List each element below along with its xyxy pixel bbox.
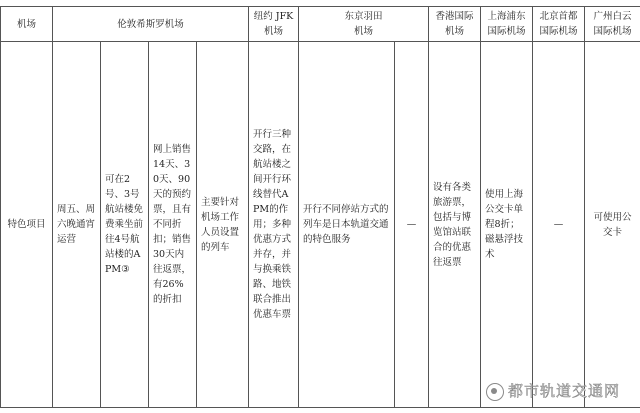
watermark-text: 都市轨道交通网: [507, 382, 620, 400]
comparison-table: [0, 6, 640, 408]
jfk-cell: 开行三种交路，在航站楼之间开行环线替代APM的作用；多种优惠方式并存，并与换乘铁路、地铁联合推出优惠车票: [249, 42, 299, 408]
header-beijing: 北京首都 国际机场: [533, 7, 585, 42]
header-haneda: 东京羽田 机场: [299, 7, 429, 42]
guangzhou-cell: 可使用公交卡: [585, 42, 640, 408]
london-cell-1: 周五、周六晚通宵运营: [53, 42, 101, 408]
header-jfk: 纽约 JFK 机场: [249, 7, 299, 42]
pudong-cell: 使用上海公交卡单程8折；磁悬浮技术: [481, 42, 533, 408]
row-label: 特色项目: [1, 42, 53, 408]
hk-cell: 设有各类旅游票，包括与博览馆站联合的优惠往返票: [429, 42, 481, 408]
header-row: [1, 7, 640, 42]
header-hk: 香港国际 机场: [429, 7, 481, 42]
header-airport: 机场: [1, 7, 53, 42]
header-guangzhou: 广州白云 国际机场: [585, 7, 640, 42]
header-pudong: 上海浦东 国际机场: [481, 7, 533, 42]
haneda-cell: 开行不同停站方式的列车是日本轨道交通的特色服务: [299, 42, 395, 408]
wechat-logo-icon: [486, 383, 504, 401]
watermark: [486, 380, 620, 401]
london-cell-4: 主要针对机场工作人员设置的列车: [197, 42, 249, 408]
london-cell-3: 网上销售14天、30天、90天的预约票，且有不同折扣；销售30天内往返票，有26%的折扣: [149, 42, 197, 408]
feature-row: [1, 42, 640, 408]
header-london: 伦敦希斯罗机场: [53, 7, 249, 42]
beijing-cell: —: [533, 42, 585, 408]
london-cell-2: 可在2号、3号航站楼免费乘坐前往4号航站楼的APM③: [101, 42, 149, 408]
haneda-dash-cell: —: [395, 42, 429, 408]
